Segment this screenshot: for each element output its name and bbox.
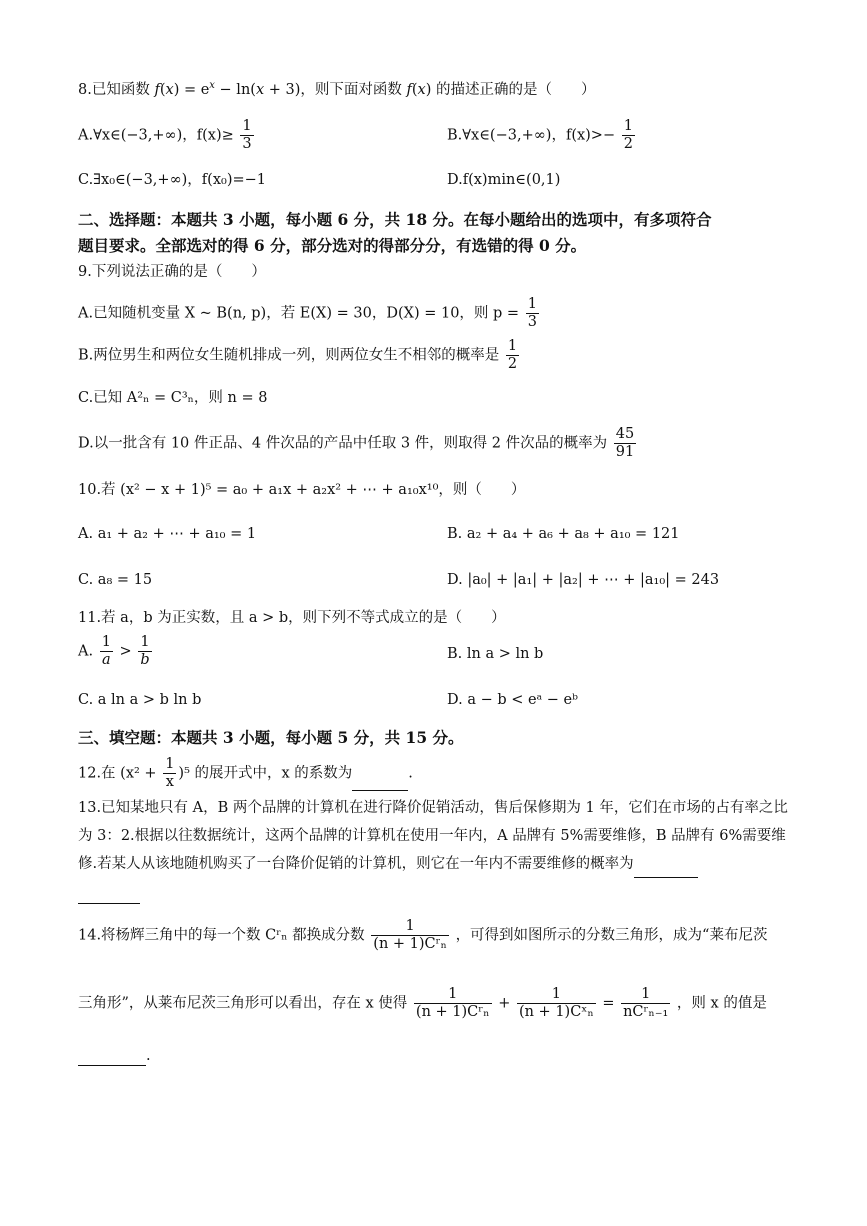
q8-option-a: A.∀x∈(−3,+∞)，f(x)≥ $\frac{1}{3}$ bbox=[78, 118, 252, 152]
q11-option-b: B. ln a > ln b bbox=[447, 646, 544, 662]
section2-heading-line1: 二、选择题：本题共 3 小题，每小题 6 分，共 18 分。在每小题给出的选项中，有多项符合 bbox=[78, 210, 712, 229]
fraction: $\frac{45}{91}$ bbox=[615, 426, 635, 460]
q11-option-d: D. a − b < eᵃ − eᵇ bbox=[447, 692, 578, 708]
answer-blank[interactable] bbox=[352, 790, 408, 791]
answer-blank[interactable] bbox=[634, 877, 698, 878]
q9-option-b: B.两位男生和两位女生随机排成一列，则两位女生不相邻的概率是 $\frac{1}{2}$ bbox=[78, 338, 518, 372]
fraction: $\frac{1}{3}$ bbox=[242, 118, 252, 152]
q13-answer-blank-cont bbox=[78, 884, 140, 904]
q8-stem: 8.已知函数 $f(x) = e^x - \ln(x + 3)$，则下面对函数 f(x) 的描述正确的是（ ） bbox=[78, 80, 596, 98]
q9-option-c: C.已知 A²ₙ = C³ₙ，则 n = 8 bbox=[78, 390, 268, 406]
fraction: $\frac{1}{3}$ bbox=[527, 296, 537, 330]
q9-stem: 9.下列说法正确的是（ ） bbox=[78, 264, 266, 280]
fraction: $\frac{1}{\text{(n + 1)Cˣₙ}}$ bbox=[518, 986, 594, 1020]
q8-option-c: C.∃x₀∈(−3,+∞)，f(x₀)=−1 bbox=[78, 172, 266, 188]
fraction: $\frac{1}{\text{(n + 1)Cʳₙ}}$ bbox=[373, 918, 447, 952]
section2-heading-line2: 题目要求。全部选对的得 6 分，部分选对的得部分分，有选错的得 0 分。 bbox=[78, 236, 587, 255]
section3-heading: 三、填空题：本题共 3 小题，每小题 5 分，共 15 分。 bbox=[78, 728, 464, 747]
answer-blank[interactable] bbox=[78, 889, 140, 904]
fraction: $\frac{1}{\text{nCʳₙ₋₁}}$ bbox=[623, 986, 669, 1020]
q10-option-d: D. |a₀| + |a₁| + |a₂| + ⋯ + |a₁₀| = 243 bbox=[447, 572, 720, 588]
answer-blank[interactable] bbox=[78, 1051, 146, 1066]
q14-line2: 三角形”，从莱布尼茨三角形可以看出，存在 x 使得 $\frac{1}{\text{(n + 1)Cʳₙ}}$ + $\frac{1}{\text{(n + 1)Cˣₙ}}$ = $\frac{1}{\text{nCʳₙ₋₁}}$ ，则 x 的值是 bbox=[78, 986, 767, 1020]
fraction: $\frac{1}{x}$ bbox=[165, 756, 175, 790]
q10-option-a: A. a₁ + a₂ + ⋯ + a₁₀ = 1 bbox=[78, 526, 257, 542]
fraction: $\frac{1}{2}$ bbox=[507, 338, 518, 372]
q11-option-c: C. a ln a > b ln b bbox=[78, 692, 202, 708]
fraction: $\frac{1}{2}$ bbox=[623, 118, 633, 152]
q10-option-b: B. a₂ + a₄ + a₆ + a₈ + a₁₀ = 121 bbox=[447, 526, 680, 542]
q14-line1: 14.将杨辉三角中的每一个数 Cʳₙ 都换成分数 $\frac{1}{\text{(n + 1)Cʳₙ}}$ ，可得到如图所示的分数三角形，成为“莱布尼茨 bbox=[78, 918, 768, 952]
q8-option-b: B.∀x∈(−3,+∞)，f(x)>− $\frac{1}{2}$ bbox=[447, 118, 633, 152]
q8-option-d: D.f(x)min∈(0,1) bbox=[447, 172, 561, 188]
q9-option-d: D.以一批含有 10 件正品、4 件次品的产品中任取 3 件，则取得 2 件次品的概率为 $\frac{45}{91}$ bbox=[78, 426, 635, 460]
q10-stem: 10.若 (x² − x + 1)⁵ = a₀ + a₁x + a₂x² + ⋯ + a₁₀x¹⁰，则（ ） bbox=[78, 482, 526, 498]
q13: 13.已知某地只有 A，B 两个品牌的计算机在进行降价促销活动，售后保修期为 1 年，它们在市场的占有率之比为 3：2.根据以往数据统计，这两个品牌的计算机在使用一年内，A 品牌有 5%需要维修，B 品牌有 6%需要维修.若某人从该地随机购买了一台降价促销的计算机，则它在一年内不需要维修的概率为 bbox=[78, 794, 790, 878]
q10-option-c: C. a₈ = 15 bbox=[78, 572, 153, 588]
q9-option-a: A.已知随机变量 X ~ B(n, p)，若 E(X) = 30，D(X) = 10，则 p = $\frac{1}{3}$ bbox=[78, 296, 537, 330]
fraction: $\frac{1}{b}$ bbox=[140, 634, 150, 668]
q11-stem: 11.若 a，b 为正实数，且 a > b，则下列不等式成立的是（ ） bbox=[78, 610, 506, 626]
q14-line3: . bbox=[78, 1046, 151, 1066]
fraction: $\frac{1}{a}$ bbox=[101, 634, 111, 668]
q12: 12.在 (x² + $\frac{1}{x}$ )⁵ 的展开式中，x 的系数为 . bbox=[78, 756, 413, 790]
q11-option-a: A. $\frac{1}{a}$ > $\frac{1}{b}$ bbox=[78, 634, 150, 668]
fraction: $\frac{1}{\text{(n + 1)Cʳₙ}}$ bbox=[415, 986, 490, 1020]
